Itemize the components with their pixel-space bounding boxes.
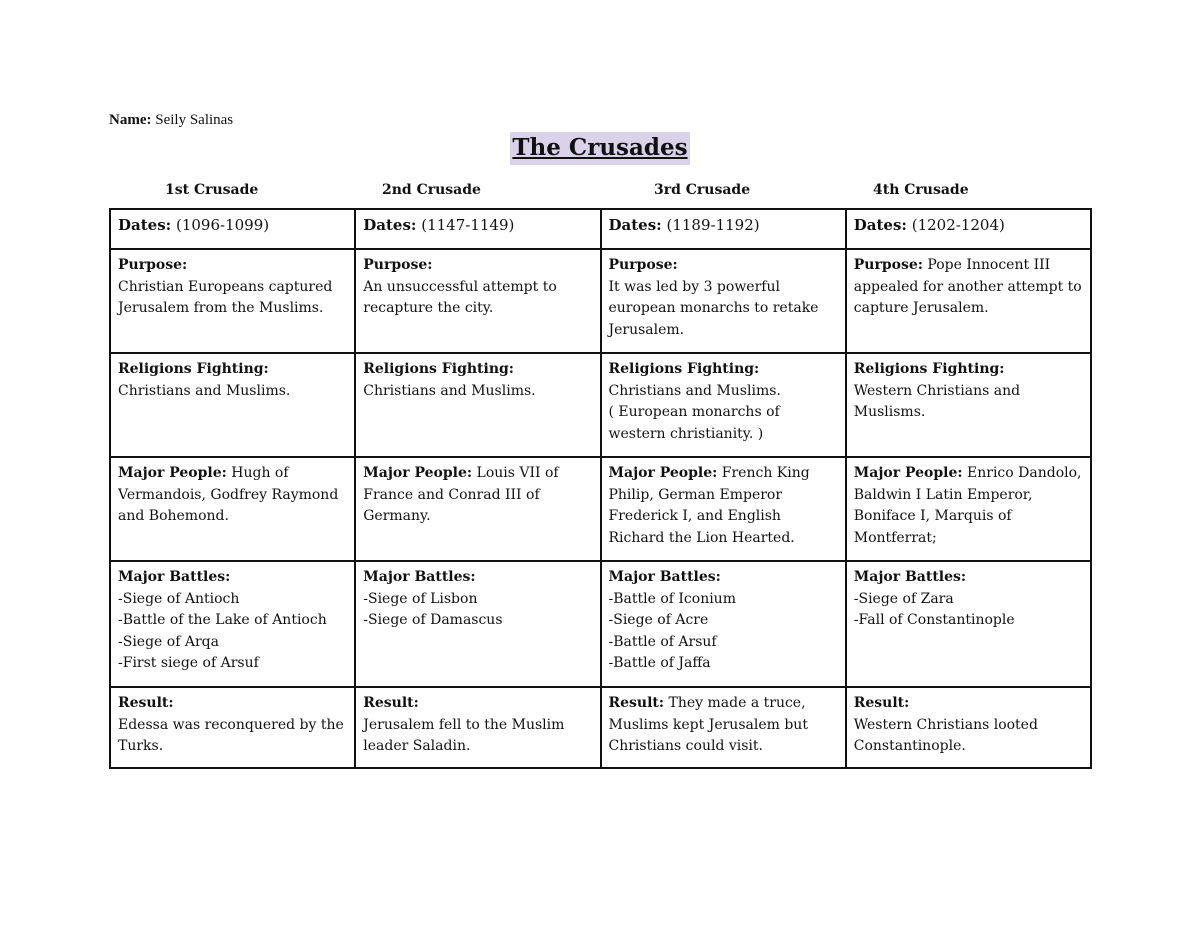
page-title: The Crusades [510,132,689,165]
purpose-text: It was led by 3 powerful european monarchs to retake Jerusalem. [608,278,819,338]
result-row [110,687,1091,768]
result-text: Jerusalem fell to the Muslim leader Saladin. [363,716,565,754]
religions-text: Christians and Muslims. [118,382,291,399]
purpose-cell-4 [846,249,1091,353]
religions-label: Religions Fighting: [853,361,1005,377]
people-label: Major People: [608,465,718,481]
dates-cell-2 [355,209,600,249]
purpose-cell-3 [601,249,846,353]
purpose-text: An unsuccessful attempt to recapture the city. [363,278,557,316]
people-text: French King Philip, German Emperor Frederick I, and English Richard the Lion Hearted. [608,465,810,546]
battle-item: -Siege of Acre [608,612,709,628]
column-header-1: 1st Crusade [165,182,259,198]
battles-row [110,561,1091,687]
dates-row [110,209,1091,249]
result-label: Result: [363,695,419,711]
dates-label: Dates: [363,216,417,234]
dates-cell-4 [846,209,1091,249]
result-label: Result: [118,695,174,711]
dates-label: Dates: [853,216,907,234]
battles-label: Major Battles: [853,569,967,585]
battle-item: -Battle of the Lake of Antioch [118,612,327,628]
battle-item: -Battle of Iconium [608,590,736,607]
people-label: Major People: [853,465,963,481]
people-label: Major People: [118,465,227,481]
result-cell-2 [355,687,600,768]
result-label: Result: [608,695,665,711]
dates-label: Dates: [608,216,662,234]
religions-note: ( European monarchs of western christianity. ) [608,404,780,442]
battle-item: -Fall of Constantinople [853,612,1015,628]
column-header-4: 4th Crusade [873,182,969,198]
religions-label: Religions Fighting: [608,361,760,377]
purpose-cell-2 [355,249,600,353]
battle-item: -First siege of Arsuf [118,655,259,671]
people-row [110,457,1091,561]
battle-item: -Siege of Damascus [363,612,503,628]
purpose-text: Christian Europeans captured Jerusalem from the Muslims. [118,278,333,316]
purpose-label: Purpose: [608,257,678,273]
dates-value: (1147-1149) [421,216,515,234]
dates-label: Dates: [118,216,172,234]
name-label: Name: [109,112,152,128]
dates-cell-1 [110,209,355,249]
battle-item: -Siege of Zara [853,590,954,607]
battles-label: Major Battles: [118,569,231,585]
religions-text: Christians and Muslims. [608,382,781,399]
crusades-table [109,208,1092,769]
column-header-3: 3rd Crusade [654,182,751,198]
name-value: Seily Salinas [155,112,234,128]
people-cell-2 [355,457,600,561]
people-cell-1 [110,457,355,561]
religions-cell-2 [355,353,600,457]
battle-item: -Battle of Arsuf [608,633,717,650]
religions-cell-3 [601,353,846,457]
people-cell-4 [846,457,1091,561]
battles-cell-3 [601,561,846,687]
dates-cell-3 [601,209,846,249]
result-text: Western Christians looted Constantinople. [853,716,1038,754]
battles-label: Major Battles: [363,569,476,585]
dates-value: (1202-1204) [911,216,1005,234]
people-text: Louis VII of France and Conrad III of Germany. [363,465,559,524]
purpose-label: Purpose: [853,257,923,273]
religions-cell-4 [846,353,1091,457]
people-label: Major People: [363,465,473,481]
religions-row [110,353,1091,457]
battles-cell-1 [110,561,355,687]
people-text: Enrico Dandolo, Baldwin I Latin Emperor, Boniface I, Marquis of Montferrat; [853,465,1082,546]
purpose-label: Purpose: [363,257,433,273]
people-cell-3 [601,457,846,561]
religions-cell-1 [110,353,355,457]
result-text: Edessa was reconquered by the Turks. [118,716,344,754]
battles-label: Major Battles: [608,569,721,585]
result-label: Result: [853,695,910,711]
result-cell-1 [110,687,355,768]
purpose-label: Purpose: [118,257,188,273]
religions-text: Western Christians and Muslisms. [853,382,1021,420]
battles-cell-2 [355,561,600,687]
people-text: Hugh of Vermandois, Godfrey Raymond and Bohemond. [118,465,339,524]
page-title-wrap [0,132,1200,165]
result-cell-4 [846,687,1091,768]
column-header-2: 2nd Crusade [382,182,481,198]
battle-item: -Siege of Lisbon [363,590,478,607]
student-name [109,112,233,129]
result-text: They made a truce, Muslims kept Jerusalem but Christians could visit. [608,695,808,754]
battle-item: -Siege of Antioch [118,590,240,607]
dates-value: (1096-1099) [175,216,270,234]
result-cell-3 [601,687,846,768]
purpose-cell-1 [110,249,355,353]
purpose-text: Pope Innocent III appealed for another attempt to capture Jerusalem. [853,257,1082,316]
religions-text: Christians and Muslims. [363,382,536,399]
battles-cell-4 [846,561,1091,687]
purpose-row [110,249,1091,353]
dates-value: (1189-1192) [666,216,760,234]
battle-item: -Battle of Jaffa [608,655,711,671]
battle-item: -Siege of Arqa [118,633,219,650]
religions-label: Religions Fighting: [363,361,514,377]
religions-label: Religions Fighting: [118,361,269,377]
